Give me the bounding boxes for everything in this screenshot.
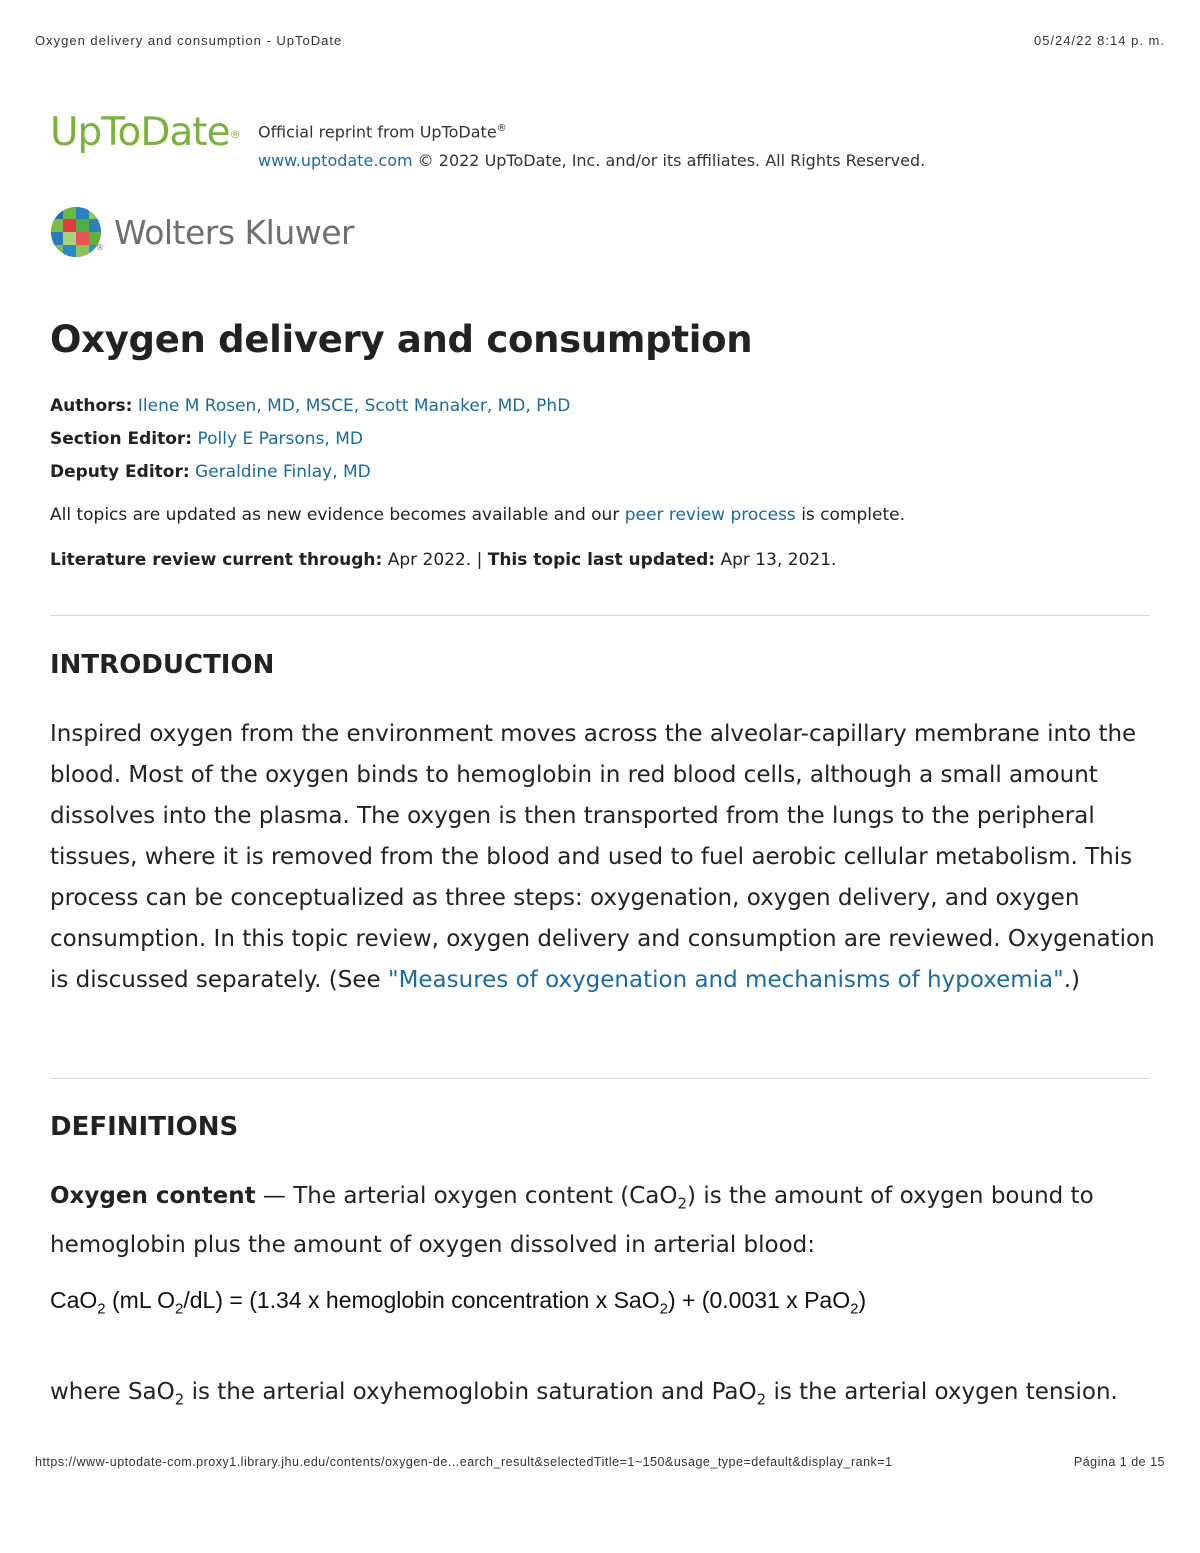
uptodate-logo-text: UpToDate® <box>50 110 240 155</box>
formula-explanation: where SaO$_2$ is the arterial oxyhemoglobin saturation and PaO$_2$ is the arterial oxygen tension. <box>50 1379 1118 1409</box>
section-divider <box>50 615 1150 616</box>
introduction-text: Inspired oxygen from the environment moves across the alveolar-capillary membrane into the blood. Most of the oxygen binds to hemoglobin in red blood cells, although a small amount dissolves into the plasma. The oxygen is then transported from the lungs to the peripheral tissues, where it is removed from the blood and used to fuel aerobic cellular metabolism. This process can be conceptualized as three steps: oxygenation, oxygen delivery, and oxygen consumption. In this topic review, oxygen delivery and consumption are reviewed. Oxygenation is discussed separately. (See "Measures of oxygenation and mechanisms of hypoxemia".) <box>50 721 1155 993</box>
wolters-kluwer-reg: ® <box>96 243 104 252</box>
introduction-heading: INTRODUCTION <box>50 650 275 680</box>
oxygen-content-term: Oxygen content <box>50 1183 256 1209</box>
uptodate-logo[interactable] <box>50 108 240 158</box>
print-footer-url: https://www-uptodate-com.proxy1.library.jhu.edu/contents/oxygen-de...earch_result&selectedTitle=1~150&usage_type=default&display_rank=1 <box>35 1455 893 1469</box>
article-title: Oxygen delivery and consumption <box>50 318 753 361</box>
print-header-title: Oxygen delivery and consumption - UpToDate <box>35 33 343 48</box>
print-header <box>35 33 1165 48</box>
oxygen-content-formula: CaO$_2$ (mL $O_2/dL) = (1.34$ x hemoglobin concentration x SaO$_2$) + (0.0031 x PaO$_2$) <box>50 1287 867 1318</box>
reprint-line: Official reprint from UpToDate <box>258 122 497 142</box>
update-notice: All topics are updated as new evidence becomes available and our peer review process is complete. <box>50 505 905 525</box>
deputy-editor-row: Deputy Editor: Geraldine Finlay, MD <box>50 462 371 482</box>
reprint-notice: Official reprint from UpToDate® www.uptodate.com © 2022 UpToDate, Inc. and/or its affiliates. All Rights Reserved. <box>258 122 926 171</box>
authors-link[interactable]: Ilene M Rosen, MD, MSCE, Scott Manaker, MD, PhD <box>137 396 571 416</box>
section-editor-row: Section Editor: Polly E Parsons, MD <box>50 429 363 449</box>
section-editor-link[interactable]: Polly E Parsons, MD <box>197 429 363 449</box>
copyright-text: © 2022 UpToDate, Inc. and/or its affiliates. All Rights Reserved. <box>417 151 926 171</box>
deputy-editor-link[interactable]: Geraldine Finlay, MD <box>195 462 371 482</box>
print-footer-page: Página 1 de 15 <box>1073 1455 1165 1469</box>
literature-review-status: Literature review current through: Apr 2022. | This topic last updated: Apr 13, 2021. <box>50 550 837 570</box>
section-divider <box>50 1078 1150 1079</box>
oxygen-content-definition: Oxygen content — The arterial oxygen content (CaO$_2$) is the amount of oxygen bound to hemoglobin plus the amount of oxygen dissolved in arterial blood: <box>50 1183 1094 1258</box>
measures-of-oxygenation-link[interactable]: "Measures of oxygenation and mechanisms of hypoxemia" <box>387 967 1064 993</box>
print-footer <box>35 1455 1165 1469</box>
wolters-kluwer-name: Wolters Kluwer <box>114 212 355 252</box>
wolters-kluwer-globe-icon <box>50 206 102 258</box>
uptodate-site-link[interactable]: www.uptodate.com <box>258 151 413 171</box>
definitions-heading: DEFINITIONS <box>50 1112 239 1142</box>
article-meta <box>50 390 570 489</box>
print-header-datetime: 05/24/22 8:14 p. m. <box>1033 33 1165 48</box>
peer-review-link[interactable]: peer review process <box>624 505 796 525</box>
authors-row: Authors: Ilene M Rosen, MD, MSCE, Scott Manaker, MD, PhD <box>50 396 571 416</box>
wolters-kluwer-logo[interactable] <box>50 206 354 258</box>
